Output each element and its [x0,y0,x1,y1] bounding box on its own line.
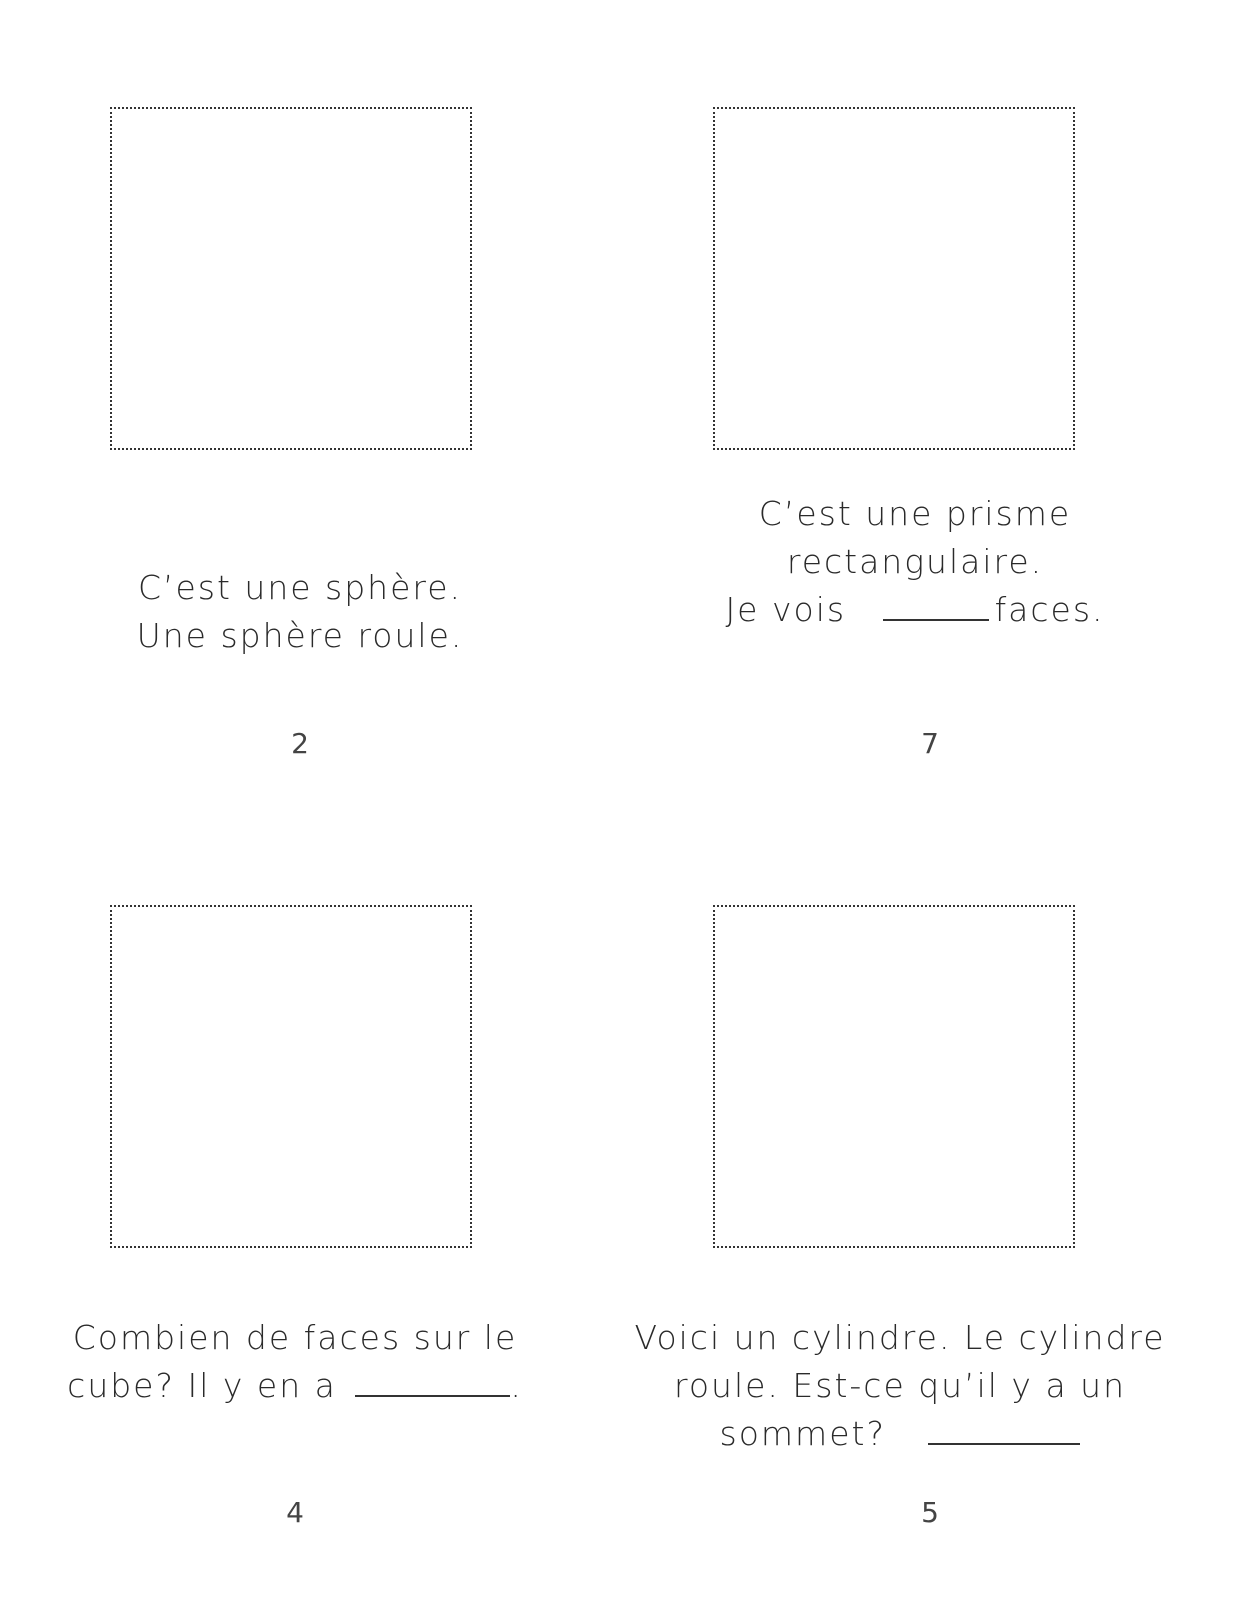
answer-blank[interactable] [883,589,989,621]
caption-text: cube? Il y en a [67,1366,337,1405]
caption-line [630,1410,1170,1458]
caption-text: sommet? [719,1414,886,1453]
caption-line: rectangulaire. [786,542,1044,581]
caption-prism [700,490,1130,634]
caption-line: C’est une prisme [758,494,1072,533]
page-number: 7 [921,727,939,760]
drawing-box-sphere[interactable] [110,107,472,450]
answer-blank[interactable] [928,1413,1080,1445]
caption-line [700,586,1130,634]
caption-line: Une sphère roule. [136,616,464,655]
caption-text: . [510,1366,523,1405]
drawing-box-prism[interactable] [713,107,1075,450]
caption-cylinder [630,1314,1170,1458]
caption-sphere [90,564,510,660]
page-number: 4 [286,1496,304,1529]
answer-blank[interactable] [355,1365,510,1397]
caption-line: Combien de faces sur le [72,1318,518,1357]
drawing-box-cylinder[interactable] [713,905,1075,1248]
caption-line: Voici un cylindre. Le cylindre [634,1318,1166,1357]
caption-text: faces. [994,590,1105,629]
caption-cube [40,1314,550,1410]
caption-line [40,1362,550,1410]
caption-line: roule. Est-ce qu’il y a un [674,1366,1126,1405]
page-number: 5 [921,1496,939,1529]
caption-line: C’est une sphère. [137,568,463,607]
page-number: 2 [291,727,309,760]
drawing-box-cube[interactable] [110,905,472,1248]
caption-text: Je vois [725,590,847,629]
